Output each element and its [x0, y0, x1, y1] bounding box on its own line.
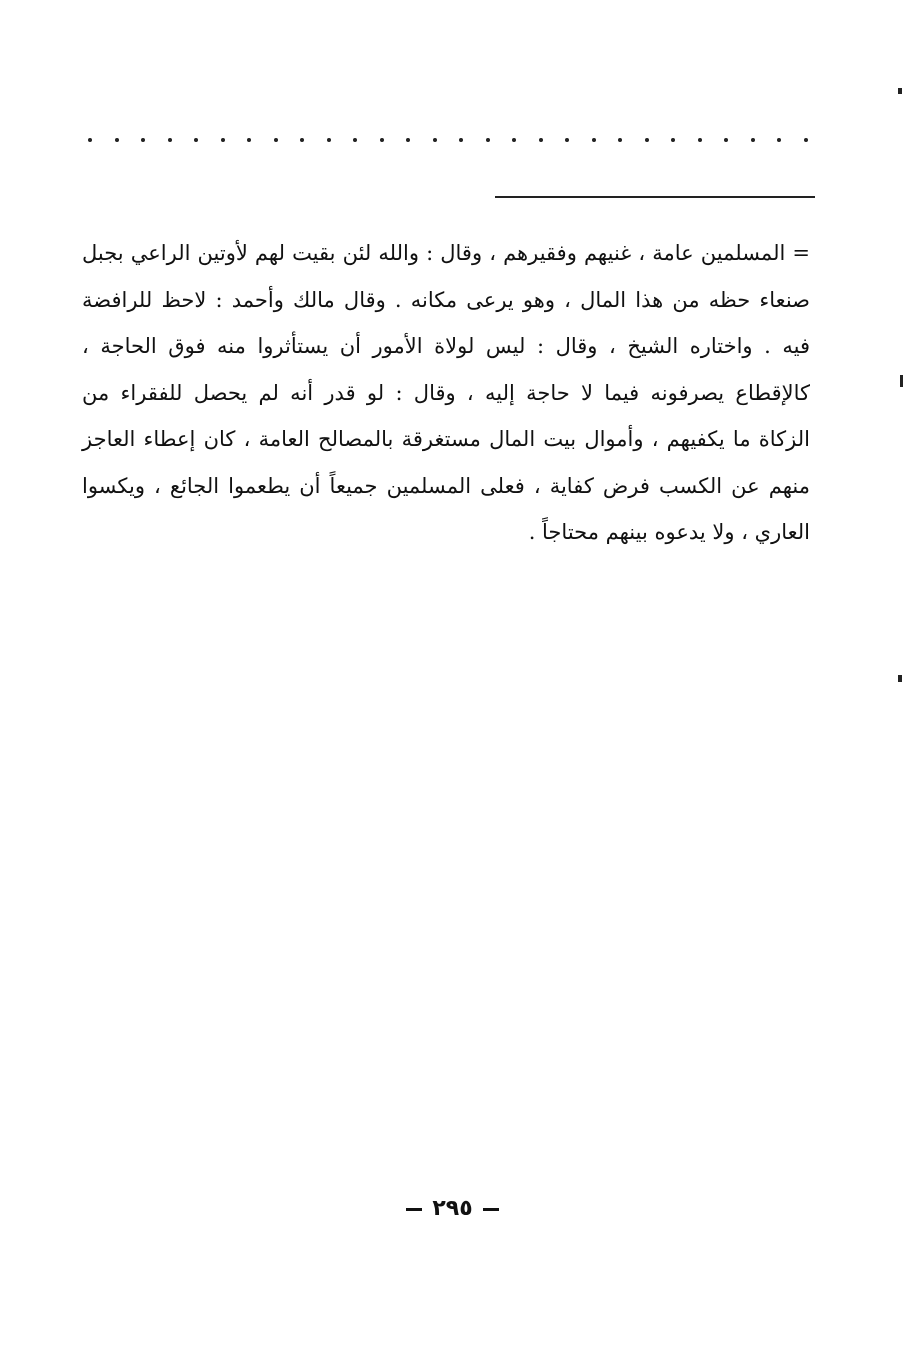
footnote-rule	[495, 196, 815, 198]
scan-edge-mark	[898, 675, 902, 682]
footnote-line: = المسلمين عامة ، غنيهم وفقيرهم ، وقال : والله لئن بقيت لهم لأوتين الراعي بجبل	[82, 241, 810, 265]
page-number-dash	[483, 1208, 499, 1211]
footnote-line: كالإقطاع يصرفونه فيما لا حاجة إليه ، وقال : لو قدر أنه لم يحصل للفقراء من	[82, 380, 810, 405]
page-number	[0, 1196, 905, 1221]
footnote-text	[82, 230, 810, 556]
footnote-line: منهم عن الكسب فرض كفاية ، فعلى المسلمين جميعاً أن يطعموا الجائع ، ويكسوا	[82, 473, 810, 498]
footnote-line: العاري ، ولا يدعوه بينهم محتاجاً .	[528, 520, 810, 544]
scan-edge-mark	[898, 88, 902, 94]
footnote-line: الزكاة ما يكفيهم ، وأموال بيت المال مستغرقة بالمصالح العامة ، كان إعطاء العاجز	[82, 427, 810, 451]
footnote-line: صنعاء حظه من هذا المال ، وهو يرعى مكانه . وقال مالك وأحمد : لاحظ للرافضة	[82, 287, 810, 312]
page-number-value: ٢٩٥	[432, 1196, 473, 1221]
footnote-line: فيه . واختاره الشيخ ، وقال : ليس لولاة الأمور أن يستأثروا منه فوق الحاجة ،	[82, 334, 810, 358]
page-number-dash	[406, 1208, 422, 1211]
separator-dots	[88, 130, 808, 150]
scan-edge-mark	[900, 375, 903, 387]
